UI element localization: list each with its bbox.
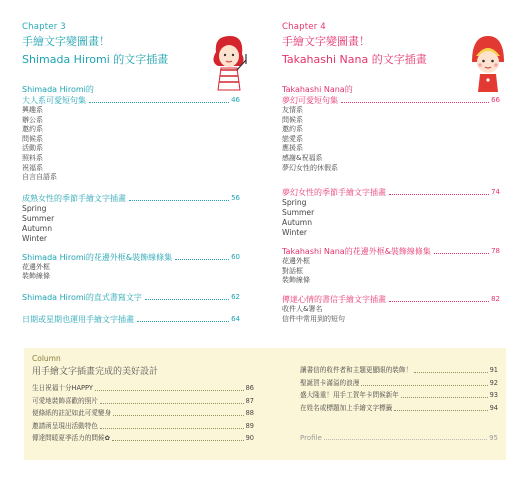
chapter-label: Chapter 4 — [282, 22, 326, 32]
column-item[interactable]: 邀請函呈現出活動特色 89 — [32, 421, 254, 430]
toc-item: Winter — [22, 233, 48, 243]
leader-dots — [100, 403, 244, 404]
column-item[interactable]: 聖誕賀卡滿溢的浪漫 92 — [300, 378, 498, 387]
toc-item: 活動系 — [22, 144, 43, 153]
toc-item: 邀約系 — [22, 125, 43, 134]
column-item[interactable]: 盛大隆重！用手工賀年卡問候新年 93 — [300, 391, 498, 400]
toc-item: 邀約系 — [282, 125, 303, 134]
chapter-title-line1: 手繪文字變圖畫！ — [22, 35, 110, 48]
toc-section[interactable] — [22, 314, 240, 325]
leader-dots — [324, 439, 487, 440]
toc-item: 照料系 — [22, 153, 43, 162]
page-number: 62 — [231, 292, 240, 301]
section-heading: 大人系可愛短句集 — [22, 96, 86, 105]
leader-dots — [434, 253, 489, 254]
section-heading: Shimada Hiromi的花邊外框&裝飾線條集 — [22, 252, 173, 262]
page-number: 74 — [491, 188, 500, 197]
toc-section[interactable] — [22, 252, 240, 282]
toc-section[interactable] — [282, 294, 500, 324]
toc-item: Autumn — [282, 218, 313, 228]
toc-item: 信件中常用到的短句 — [282, 314, 345, 323]
section-heading: 傳達心情的書信手繪文字插畫 — [282, 294, 386, 304]
toc-item: 裝飾線條 — [282, 276, 310, 285]
column-item[interactable]: 生日祝福十分HAPPY 86 — [32, 384, 254, 392]
toc-item: 自言自語系 — [22, 173, 57, 182]
profile-label: Profile — [300, 434, 322, 442]
toc-item: 祝福系 — [22, 163, 43, 172]
column-item[interactable]: 在姓名或標題加上手繪文字標籤 94 — [300, 403, 498, 412]
leader-dots — [112, 440, 244, 441]
column-list-left — [32, 384, 254, 447]
section-heading: 夢幻女性的季節手繪文字插畫 — [282, 188, 386, 198]
column-section — [24, 348, 506, 460]
toc-item: 問候系 — [22, 134, 43, 143]
toc-item: Summer — [282, 208, 315, 218]
toc-item: Spring — [282, 198, 307, 208]
toc-item: Spring — [22, 203, 47, 213]
leader-dots — [100, 428, 244, 429]
section-heading: 日期或星期也運用手繪文字插畫 — [22, 314, 134, 324]
column-list-right — [300, 366, 498, 416]
toc-item: 辦公系 — [22, 115, 43, 124]
leader-dots — [137, 321, 229, 322]
leader-dots — [414, 372, 488, 373]
toc-section[interactable] — [282, 246, 500, 286]
toc-section[interactable] — [282, 187, 500, 238]
toc-item: 應援系 — [282, 144, 303, 153]
toc-item: 友情系 — [282, 106, 303, 114]
leader-dots — [389, 194, 489, 195]
toc-item: 對話框 — [282, 266, 303, 275]
toc-item: 感謝&祝福系 — [282, 153, 323, 162]
column-item[interactable]: 傳達問暖夏季活力的問候✿ 90 — [32, 434, 254, 443]
page-number: 66 — [491, 96, 500, 104]
leader-dots — [129, 200, 229, 201]
chapter-title-line2: Shimada Hiromi 的文字插畫 — [22, 53, 169, 66]
page-number: 82 — [491, 294, 500, 303]
page-number: 64 — [231, 314, 240, 323]
toc-item: 夢幻女性的休假系 — [282, 163, 338, 172]
toc-item: 裝飾線條 — [22, 272, 50, 281]
leader-dots — [401, 397, 488, 398]
section-heading: Shimada Hiromi的 — [22, 85, 94, 94]
toc-item: Summer — [22, 213, 55, 223]
chapter-3-column — [22, 22, 240, 324]
page-number: 95 — [489, 434, 498, 442]
toc-item: 問候系 — [282, 115, 303, 124]
column-item[interactable]: 便條紙的註記如此可愛變身 88 — [32, 409, 254, 418]
toc-item: 興趣系 — [22, 106, 43, 114]
chapter-label: Chapter 3 — [22, 22, 66, 32]
chapter-4-column — [282, 22, 500, 323]
section-heading: Shimada Hiromi的直式書寫文字 — [22, 292, 142, 302]
toc-item: Winter — [282, 228, 308, 238]
leader-dots — [341, 102, 489, 103]
toc-item: 收件人&署名 — [282, 304, 323, 313]
page-number: 56 — [231, 193, 240, 202]
leader-dots — [95, 390, 244, 391]
toc-section[interactable] — [22, 84, 240, 183]
page-number: 46 — [231, 96, 240, 104]
toc-section[interactable] — [22, 193, 240, 244]
leader-dots — [175, 259, 229, 260]
column-label: Column — [32, 354, 61, 363]
page-number: 78 — [491, 247, 500, 256]
toc-item: 花邊外框 — [22, 262, 50, 271]
section-heading: 成熟女性的季節手繪文字插畫 — [22, 193, 126, 203]
page-number: 60 — [231, 252, 240, 261]
profile-entry[interactable] — [300, 434, 498, 442]
chapter-title-line1: 手繪文字變圖畫！ — [282, 35, 370, 48]
column-item[interactable]: 可愛地裝飾喜歡的照片 87 — [32, 396, 254, 405]
leader-dots — [389, 301, 489, 302]
toc-item: 戀愛系 — [282, 134, 303, 143]
section-heading: 夢幻可愛短句集 — [282, 96, 338, 105]
chapter-title-line2: Takahashi Nana 的文字插畫 — [282, 53, 427, 66]
section-heading: Takahashi Nana的花邊外框&裝飾線條集 — [282, 247, 431, 257]
toc-item: Autumn — [22, 223, 53, 233]
leader-dots — [394, 410, 487, 411]
column-title: 用手繪文字插畫完成的美好設計 — [32, 367, 159, 377]
leader-dots — [361, 385, 487, 386]
toc-section[interactable] — [22, 292, 240, 303]
section-heading: Takahashi Nana的 — [282, 85, 353, 94]
column-item[interactable]: 讓書信的收件者和主題更顯眼的裝飾！ 91 — [300, 366, 498, 374]
leader-dots — [89, 102, 229, 103]
leader-dots — [113, 415, 243, 416]
toc-item: 花邊外框 — [282, 257, 310, 266]
toc-section[interactable] — [282, 84, 500, 173]
leader-dots — [145, 299, 229, 300]
